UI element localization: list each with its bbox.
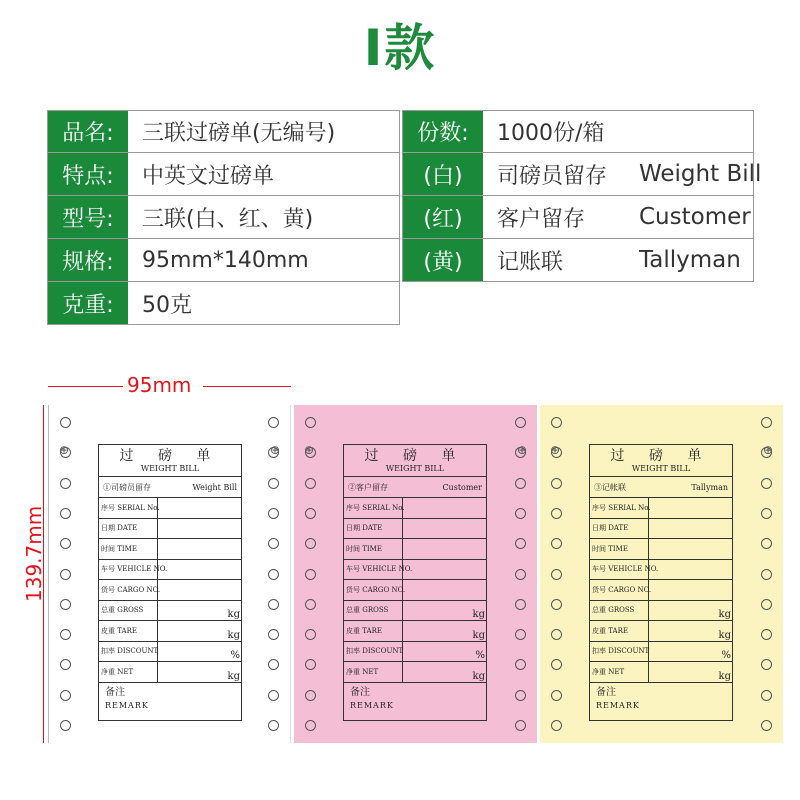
sprocket-hole bbox=[551, 569, 562, 580]
spec-value-cn: 1000份/箱 bbox=[497, 121, 605, 146]
sprocket-hole bbox=[515, 417, 526, 428]
form-field-unit bbox=[158, 519, 241, 539]
spec-row bbox=[402, 153, 762, 196]
sprocket-hole bbox=[761, 417, 772, 428]
registration-mark-icon: ⊕ bbox=[516, 443, 527, 457]
copy-cn: ②客户留存 bbox=[348, 482, 388, 492]
form-field-label: 车号 VEHICLE NO. bbox=[344, 560, 403, 580]
form-field-unit: kg bbox=[472, 629, 485, 641]
spec-label: (白) bbox=[403, 153, 483, 195]
spec-value: 三联过磅单(无编号) bbox=[142, 121, 336, 146]
sprocket-hole bbox=[761, 478, 772, 489]
form-field-row bbox=[344, 601, 486, 622]
spec-label: (黄) bbox=[403, 239, 483, 281]
sprocket-hole bbox=[305, 478, 316, 489]
sprocket-hole bbox=[268, 720, 279, 731]
sprocket-hole bbox=[268, 690, 279, 701]
remark-cn: 备注 bbox=[105, 686, 125, 698]
spec-row bbox=[47, 153, 400, 196]
form-sheet-white bbox=[48, 405, 291, 743]
copy-en: Customer bbox=[442, 482, 482, 492]
width-dimension-line-left bbox=[48, 386, 123, 387]
form-sheet-yellow bbox=[540, 405, 783, 743]
form-field-unit: kg bbox=[718, 629, 731, 641]
sprocket-hole bbox=[268, 538, 279, 549]
sprocket-hole bbox=[551, 478, 562, 489]
form-field-row bbox=[344, 662, 486, 683]
sprocket-hole bbox=[305, 629, 316, 640]
copy-cn: ①司磅员留存 bbox=[103, 482, 151, 492]
sprocket-hole bbox=[268, 599, 279, 610]
remark-en: REMARK bbox=[350, 700, 394, 710]
form-title: 过 磅 单 bbox=[364, 448, 466, 464]
form-field-row bbox=[344, 498, 486, 519]
weight-bill-form bbox=[343, 444, 487, 721]
sprocket-hole bbox=[761, 508, 772, 519]
form-field-row bbox=[590, 498, 732, 519]
form-field-row bbox=[99, 560, 241, 581]
sprocket-hole bbox=[60, 569, 71, 580]
form-field-label: 序号 SERIAL No. bbox=[99, 498, 158, 518]
spec-label: (红) bbox=[403, 196, 483, 238]
form-field-label: 车号 VEHICLE NO. bbox=[99, 560, 158, 580]
registration-mark-icon: ⊕ bbox=[304, 443, 315, 457]
width-dimension-line-right bbox=[203, 386, 291, 387]
spec-label: 品名: bbox=[48, 111, 128, 152]
sprocket-hole bbox=[551, 599, 562, 610]
registration-mark-icon: ⊕ bbox=[550, 443, 561, 457]
form-field-row bbox=[344, 580, 486, 601]
form-sheet-pink bbox=[294, 405, 537, 743]
sprocket-hole bbox=[761, 569, 772, 580]
form-field-row bbox=[590, 560, 732, 581]
spec-value-en: Tallyman bbox=[639, 247, 741, 273]
form-field-label: 货号 CARGO NO. bbox=[344, 580, 403, 600]
form-field-label: 时间 TIME bbox=[99, 539, 158, 559]
sprocket-hole bbox=[551, 659, 562, 670]
form-remark bbox=[590, 683, 732, 720]
sprocket-hole bbox=[761, 629, 772, 640]
form-field-unit: % bbox=[230, 650, 240, 661]
spec-value-cn: 客户留存 bbox=[497, 206, 586, 232]
spec-label: 规格: bbox=[48, 239, 128, 281]
form-field-unit bbox=[649, 580, 732, 600]
spec-row bbox=[47, 196, 400, 239]
form-field-unit bbox=[158, 498, 241, 518]
spec-value bbox=[483, 196, 753, 238]
spec-row bbox=[402, 196, 754, 239]
spec-value-cn: 司磅员留存 bbox=[497, 163, 608, 189]
sprocket-hole bbox=[515, 690, 526, 701]
form-field-label: 皮重 TARE bbox=[344, 621, 403, 641]
weight-bill-form bbox=[589, 444, 733, 721]
form-remark bbox=[344, 683, 486, 720]
sprocket-hole bbox=[551, 508, 562, 519]
page-title: I款 bbox=[363, 19, 437, 77]
form-field-unit: % bbox=[721, 650, 731, 661]
spec-row bbox=[47, 282, 400, 325]
form-field-label: 货号 CARGO NO. bbox=[590, 580, 649, 600]
sprocket-hole bbox=[268, 569, 279, 580]
form-field-row bbox=[99, 662, 241, 683]
sprocket-hole bbox=[761, 599, 772, 610]
spec-row bbox=[402, 110, 754, 153]
form-field-row bbox=[590, 662, 732, 683]
form-copy-row bbox=[99, 477, 241, 498]
form-field-label: 总重 GROSS bbox=[590, 601, 649, 621]
form-field-row bbox=[344, 560, 486, 581]
sprocket-hole bbox=[551, 538, 562, 549]
spec-value-cn: 记账联 bbox=[497, 249, 564, 275]
form-subtitle: WEIGHT BILL bbox=[344, 464, 486, 477]
sprocket-hole bbox=[515, 629, 526, 640]
spec-row bbox=[47, 239, 400, 282]
form-field-label: 日期 DATE bbox=[99, 519, 158, 539]
sprocket-hole bbox=[60, 538, 71, 549]
sprocket-hole bbox=[551, 629, 562, 640]
form-field-label: 日期 DATE bbox=[344, 519, 403, 539]
form-field-row bbox=[344, 642, 486, 663]
form-field-row bbox=[99, 580, 241, 601]
form-field-unit bbox=[403, 539, 486, 559]
form-field-unit bbox=[403, 560, 486, 580]
sprocket-hole bbox=[551, 417, 562, 428]
sprocket-hole bbox=[60, 478, 71, 489]
form-field-label: 车号 VEHICLE NO. bbox=[590, 560, 649, 580]
registration-mark-icon: ⊕ bbox=[269, 443, 280, 457]
form-copy-row bbox=[590, 477, 732, 498]
sprocket-hole bbox=[60, 720, 71, 731]
width-dimension-label: 95mm bbox=[127, 373, 192, 397]
form-field-unit: kg bbox=[718, 609, 731, 620]
remark-cn: 备注 bbox=[350, 686, 370, 698]
form-field-label: 总重 GROSS bbox=[99, 601, 158, 621]
sprocket-hole bbox=[515, 508, 526, 519]
sprocket-hole bbox=[305, 720, 316, 731]
sprocket-hole bbox=[761, 538, 772, 549]
form-field-label: 净重 NET bbox=[99, 662, 158, 682]
sprocket-hole bbox=[268, 478, 279, 489]
sprocket-hole bbox=[305, 538, 316, 549]
remark-en: REMARK bbox=[105, 700, 149, 710]
spec-table-left bbox=[47, 110, 400, 325]
sprocket-hole bbox=[305, 569, 316, 580]
registration-mark-icon: ⊕ bbox=[59, 443, 70, 457]
sprocket-hole bbox=[761, 690, 772, 701]
spec-label: 份数: bbox=[403, 111, 483, 152]
spec-row bbox=[402, 239, 754, 282]
spec-label: 特点: bbox=[48, 153, 128, 195]
sprocket-hole bbox=[305, 417, 316, 428]
form-field-row bbox=[99, 519, 241, 540]
spec-value-en: Weight Bill bbox=[639, 161, 762, 187]
form-field-row bbox=[590, 580, 732, 601]
sprocket-hole bbox=[761, 659, 772, 670]
form-field-row bbox=[99, 621, 241, 642]
form-field-unit: kg bbox=[227, 670, 240, 682]
remark-en: REMARK bbox=[596, 700, 640, 710]
form-field-unit bbox=[649, 539, 732, 559]
form-field-unit: kg bbox=[718, 670, 731, 682]
copy-cn: ③记帐联 bbox=[594, 482, 626, 492]
form-field-unit bbox=[158, 580, 241, 600]
form-subtitle: WEIGHT BILL bbox=[590, 464, 732, 477]
form-field-unit bbox=[403, 580, 486, 600]
form-field-unit: kg bbox=[227, 609, 240, 620]
form-field-unit bbox=[403, 498, 486, 518]
form-field-row bbox=[590, 601, 732, 622]
spec-value bbox=[483, 239, 753, 281]
remark-cn: 备注 bbox=[596, 686, 616, 698]
form-field-unit: kg bbox=[227, 629, 240, 641]
form-field-unit bbox=[158, 560, 241, 580]
copy-en: Tallyman bbox=[691, 482, 728, 492]
height-dimension-label: 139.7mm bbox=[22, 505, 46, 602]
sprocket-hole bbox=[305, 690, 316, 701]
form-field-label: 扣率 DISCOUNT bbox=[99, 642, 158, 662]
spec-value bbox=[483, 153, 761, 195]
spec-value: 50克 bbox=[142, 292, 192, 318]
sprocket-hole bbox=[305, 508, 316, 519]
form-field-row bbox=[344, 621, 486, 642]
form-field-row bbox=[590, 621, 732, 642]
spec-value-en: Customer bbox=[639, 204, 751, 230]
form-field-row bbox=[344, 519, 486, 540]
form-rows bbox=[590, 498, 732, 683]
weight-bill-form bbox=[98, 444, 242, 721]
sprocket-hole bbox=[515, 720, 526, 731]
form-remark bbox=[99, 683, 241, 720]
form-field-label: 货号 CARGO NO. bbox=[99, 580, 158, 600]
form-field-row bbox=[99, 642, 241, 663]
sprocket-hole bbox=[268, 629, 279, 640]
form-field-label: 序号 SERIAL No. bbox=[344, 498, 403, 518]
form-field-row bbox=[99, 539, 241, 560]
sprocket-hole bbox=[515, 538, 526, 549]
form-field-row bbox=[99, 498, 241, 519]
sprocket-hole bbox=[515, 569, 526, 580]
form-title: 过 磅 单 bbox=[119, 448, 221, 464]
sprocket-hole bbox=[515, 599, 526, 610]
spec-value: 中英文过磅单 bbox=[142, 163, 275, 189]
sprocket-hole bbox=[60, 629, 71, 640]
form-field-unit: kg bbox=[472, 670, 485, 682]
sprocket-hole bbox=[305, 599, 316, 610]
sprocket-hole bbox=[761, 720, 772, 731]
form-subtitle: WEIGHT BILL bbox=[99, 464, 241, 477]
sprocket-hole bbox=[305, 659, 316, 670]
sprocket-hole bbox=[551, 720, 562, 731]
form-field-unit bbox=[649, 560, 732, 580]
form-field-unit: kg bbox=[472, 609, 485, 620]
spec-label: 克重: bbox=[48, 282, 128, 324]
spec-row bbox=[47, 110, 400, 153]
sprocket-hole bbox=[60, 508, 71, 519]
form-field-label: 扣率 DISCOUNT bbox=[590, 642, 649, 662]
form-field-label: 净重 NET bbox=[344, 662, 403, 682]
form-field-row bbox=[344, 539, 486, 560]
sprocket-hole bbox=[268, 508, 279, 519]
form-field-label: 净重 NET bbox=[590, 662, 649, 682]
form-field-label: 时间 TIME bbox=[344, 539, 403, 559]
form-field-label: 总重 GROSS bbox=[344, 601, 403, 621]
form-field-row bbox=[590, 642, 732, 663]
spec-table-right bbox=[402, 110, 762, 282]
form-field-label: 日期 DATE bbox=[590, 519, 649, 539]
form-field-unit bbox=[403, 519, 486, 539]
form-field-row bbox=[590, 539, 732, 560]
form-title: 过 磅 单 bbox=[610, 448, 712, 464]
form-copy-row bbox=[344, 477, 486, 498]
form-field-label: 皮重 TARE bbox=[99, 621, 158, 641]
sprocket-hole bbox=[60, 417, 71, 428]
spec-value: 三联(白、红、黄) bbox=[142, 206, 314, 232]
form-field-unit: % bbox=[475, 650, 485, 661]
sprocket-hole bbox=[551, 690, 562, 701]
sprocket-hole bbox=[515, 478, 526, 489]
form-rows bbox=[99, 498, 241, 683]
form-rows bbox=[344, 498, 486, 683]
sprocket-hole bbox=[60, 690, 71, 701]
form-field-unit bbox=[649, 498, 732, 518]
form-field-row bbox=[590, 519, 732, 540]
spec-label: 型号: bbox=[48, 196, 128, 238]
form-field-label: 皮重 TARE bbox=[590, 621, 649, 641]
form-field-row bbox=[99, 601, 241, 622]
sprocket-hole bbox=[268, 659, 279, 670]
sprocket-hole bbox=[515, 659, 526, 670]
registration-mark-icon: ⊕ bbox=[762, 443, 773, 457]
form-field-label: 时间 TIME bbox=[590, 539, 649, 559]
sprocket-hole bbox=[268, 417, 279, 428]
form-field-unit bbox=[158, 539, 241, 559]
sprocket-hole bbox=[60, 599, 71, 610]
form-field-unit bbox=[649, 519, 732, 539]
copy-en: Weight Bill bbox=[192, 482, 237, 492]
sprocket-hole bbox=[60, 659, 71, 670]
spec-value: 95mm*140mm bbox=[142, 247, 309, 273]
spec-value bbox=[483, 111, 753, 152]
form-field-label: 序号 SERIAL No. bbox=[590, 498, 649, 518]
form-field-label: 扣率 DISCOUNT bbox=[344, 642, 403, 662]
